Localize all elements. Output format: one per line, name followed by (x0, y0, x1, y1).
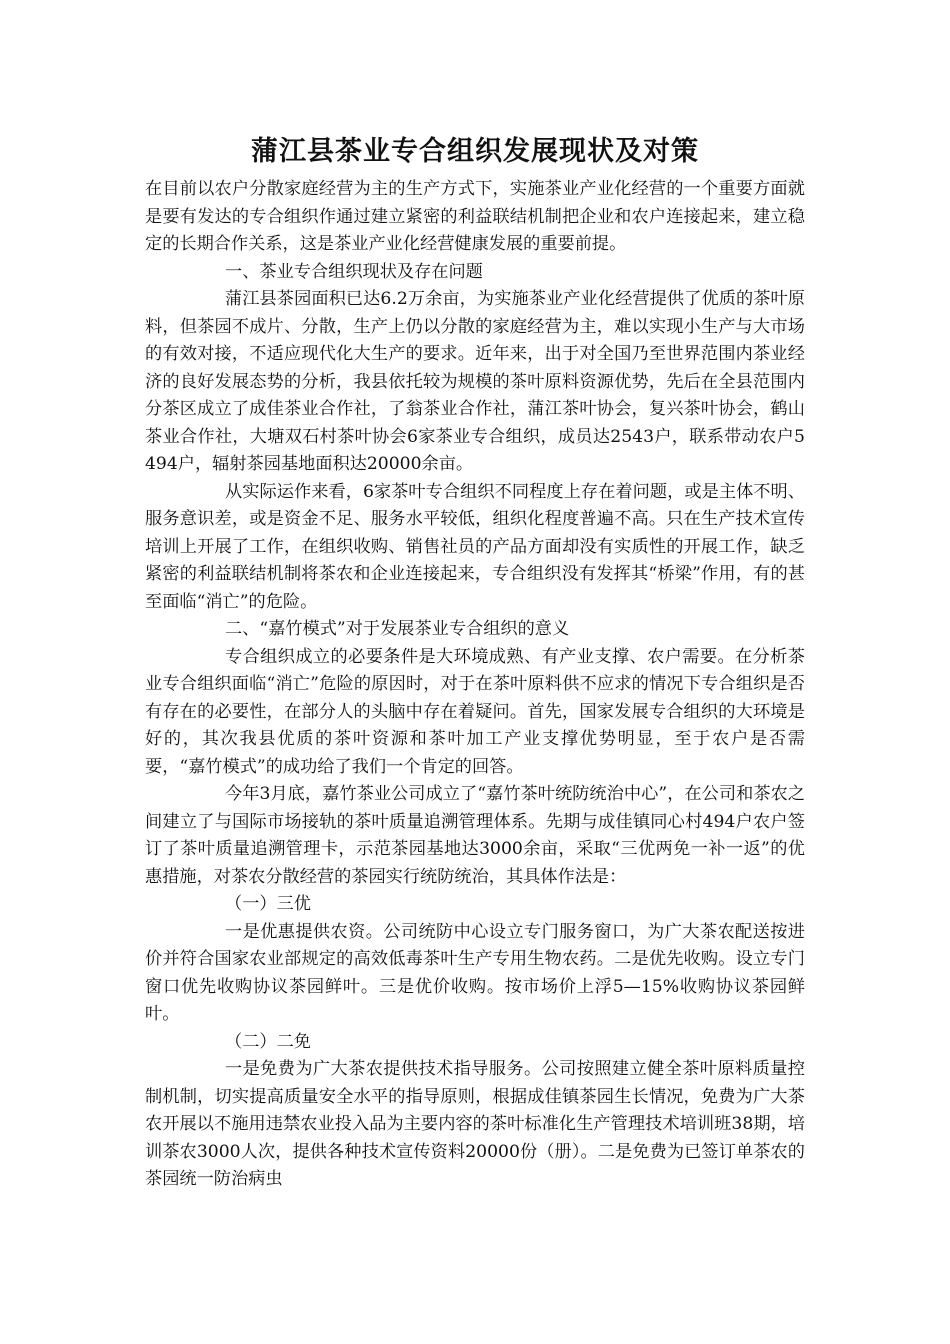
paragraph: 专合组织成立的必要条件是大环境成熟、有产业支撑、农户需要。在分析茶业专合组织面临“消亡”危险的原因时，对于在茶叶原料供不应求的情况下专合组织是否有存在的必要性，在部分人的头脑中存在着疑问。首先，国家发展专合组织的大环境是好的，其次我县优质的茶叶资源和茶叶加工产业支撑优势明显，至于农户是否需要，“嘉竹模式”的成功给了我们一个肯定的回答。 (145, 646, 805, 777)
paragraph: （二）二免 (225, 1031, 311, 1052)
paragraph: （一）三优 (225, 894, 311, 914)
document-page (145, 128, 805, 1194)
document-title: 蒲江县茶业专合组织发展现状及对策 (251, 136, 699, 167)
document-body (145, 176, 805, 1194)
paragraph: 一、茶业专合组织现状及存在问题 (225, 261, 483, 282)
paragraph: 一是免费为广大茶农提供技术指导服务。公司按照建立健全茶叶原料质量控制机制，切实提高质量安全水平的指导原则，根据成佳镇茶园生长情况，免费为广大茶农开展以不施用违禁农业投入品为主要内容的茶叶标准化生产管理技术培训班38期，培训茶农3000人次，提供各种技术宣传资料20000份（册）。二是免费为已签订单茶农的茶园统一防治病虫 (145, 1059, 805, 1189)
paragraph: 蒲江县茶园面积已达6.2万余亩，为实施茶业产业化经营提供了优质的茶叶原料，但茶园不成片、分散，生产上仍以分散的家庭经营为主，难以实现小生产与大市场的有效对接，不适应现代化大生产的要求。近年来，出于对全国乃至世界范围内茶业经济的良好发展态势的分析，我县依托较为规模的茶叶原料资源优势，先后在全县范围内分茶区成立了成佳茶业合作社，了翁茶业合作社，蒲江茶叶协会，复兴茶叶协会，鹤山茶业合作社，大塘双石村茶叶协会6家茶业专合组织，成员达2543户，联系带动农户5494户，辐射茶园基地面积达20000余亩。 (145, 289, 805, 474)
paragraph: 二、“嘉竹模式”对于发展茶业专合组织的意义 (225, 619, 570, 639)
paragraph: 从实际运作来看，6家茶叶专合组织不同程度上存在着问题，或是主体不明、服务意识差，或是资金不足、服务水平较低，组织化程度普遍不高。只在生产技术宣传培训上开展了工作，在组织收购、销售社员的产品方面却没有实质性的开展工作，缺乏紧密的利益联结机制将茶农和企业连接起来，专合组织没有发挥其“桥梁”作用，有的甚至面临“消亡”的危险。 (145, 481, 805, 612)
paragraph: 一是优惠提供农资。公司统防中心设立专门服务窗口，为广大茶农配送按进价并符合国家农业部规定的高效低毒茶叶生产专用生物农药。二是优先收购。设立专门窗口优先收购协议茶园鲜叶。三是优价收购。按市场价上浮5—15%收购协议茶园鲜叶。 (145, 921, 805, 1024)
paragraph: 今年3月底，嘉竹茶业公司成立了“嘉竹茶叶统防统治中心”，在公司和茶农之间建立了与国际市场接轨的茶叶质量追溯管理体系。先期与成佳镇同心村494户农户签订了茶叶质量追溯管理卡，示范茶园基地达3000余亩，采取“三优两免一补一返”的优惠措施，对茶农分散经营的茶园实行统防统治，其具体作法是： (145, 784, 805, 887)
paragraph: 在目前以农户分散家庭经营为主的生产方式下，实施茶业产业化经营的一个重要方面就是要有发达的专合组织作通过建立紧密的利益联结机制把企业和农户连接起来，建立稳定的长期合作关系，这是茶业产业化经营健康发展的重要前提。 (145, 179, 805, 254)
